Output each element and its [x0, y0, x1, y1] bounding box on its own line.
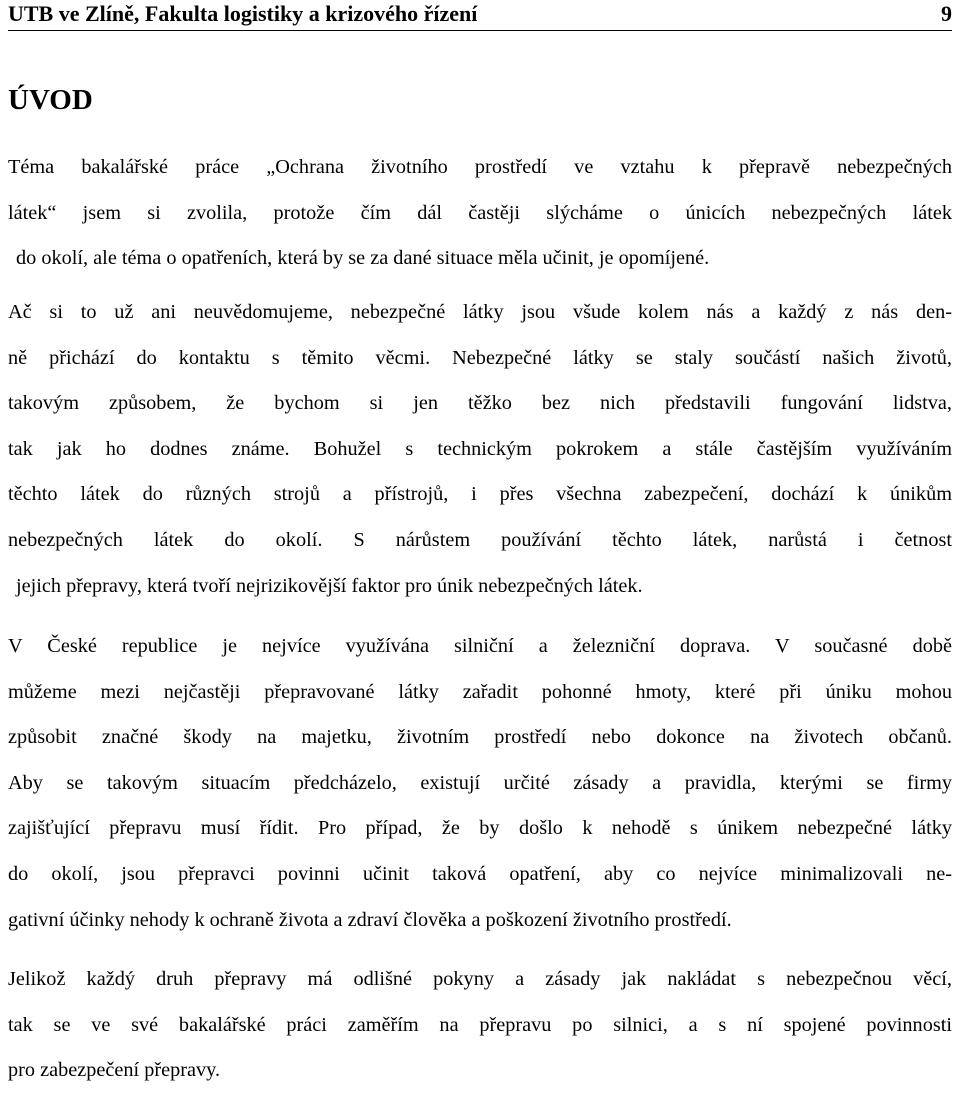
- paragraph-line: takovým způsobem, že bychom si jen těžko bez nich představili fungování lidstva,: [8, 392, 952, 415]
- header-institution: UTB ve Zlíně, Fakulta logistiky a krizového řízení: [8, 1, 478, 26]
- paragraph-line: Jelikož každý druh přepravy má odlišné pokyny a zásady jak nakládat s nebezpečnou věcí,: [8, 968, 952, 990]
- paragraph-line: tak jak ho dodnes známe. Bohužel s technickým pokrokem a stále častějším využíváním: [8, 437, 952, 460]
- paragraph-2: [8, 290, 952, 609]
- header-page-number: 9: [941, 1, 952, 26]
- paragraph-line: do okolí, jsou přepravci povinni učinit taková opatření, aby co nejvíce minimalizovali ne-: [8, 862, 952, 885]
- paragraph-1: [8, 145, 952, 282]
- paragraph-4: [8, 957, 952, 1094]
- paragraph-line: Téma bakalářské práce „Ochrana životního prostředí ve vztahu k přepravě nebezpečných: [8, 156, 952, 178]
- paragraph-line: způsobit značné škody na majetku, životním prostředí nebo dokonce na životech občanů.: [8, 726, 952, 749]
- paragraph-line: gativní účinky nehody k ochraně života a zdraví člověka a poškození životního prostředí.: [8, 908, 732, 931]
- paragraph-line: nebezpečných látek do okolí. S nárůstem používání těchto látek, narůstá i četnost: [8, 528, 952, 551]
- paragraph-line: pro zabezpečení přepravy.: [8, 1059, 221, 1082]
- paragraph-line: tak se ve své bakalářské práci zaměřím na přepravu po silnici, a s ní spojené povinnosti: [8, 1013, 952, 1036]
- paragraph-3: [8, 624, 952, 943]
- paragraph-line: Ač si to už ani neuvědomujeme, nebezpečné látky jsou všude kolem nás a každý z nás den-: [8, 301, 952, 323]
- paragraph-line: těchto látek do různých strojů a přístrojů, i přes všechna zabezpečení, dochází k únikům: [8, 483, 952, 506]
- page-header: [8, 0, 952, 31]
- paragraph-line: jejich přepravy, která tvoří nejrizikovější faktor pro únik nebezpečných látek.: [16, 574, 643, 597]
- paragraph-line: ně přichází do kontaktu s těmito věcmi. Nebezpečné látky se staly součástí našich životů,: [8, 346, 952, 369]
- paragraph-line: zajišťující přepravu musí řídit. Pro případ, že by došlo k nehodě s únikem nebezpečné látky: [8, 817, 952, 840]
- paragraph-line: do okolí, ale téma o opatřeních, která by se za dané situace měla učinit, je opomíjené.: [16, 247, 710, 270]
- paragraph-line: Aby se takovým situacím předcházelo, existují určité zásady a pravidla, kterými se firmy: [8, 771, 952, 794]
- paragraph-line: V České republice je nejvíce využívána silniční a železniční doprava. V současné době: [8, 635, 952, 657]
- section-title: ÚVOD: [8, 84, 93, 116]
- paragraph-line: můžeme mezi nejčastěji přepravované látky zařadit pohonné hmoty, které při úniku mohou: [8, 680, 952, 703]
- paragraph-line: látek“ jsem si zvolila, protože čím dál častěji slýcháme o únicích nebezpečných látek: [8, 201, 952, 224]
